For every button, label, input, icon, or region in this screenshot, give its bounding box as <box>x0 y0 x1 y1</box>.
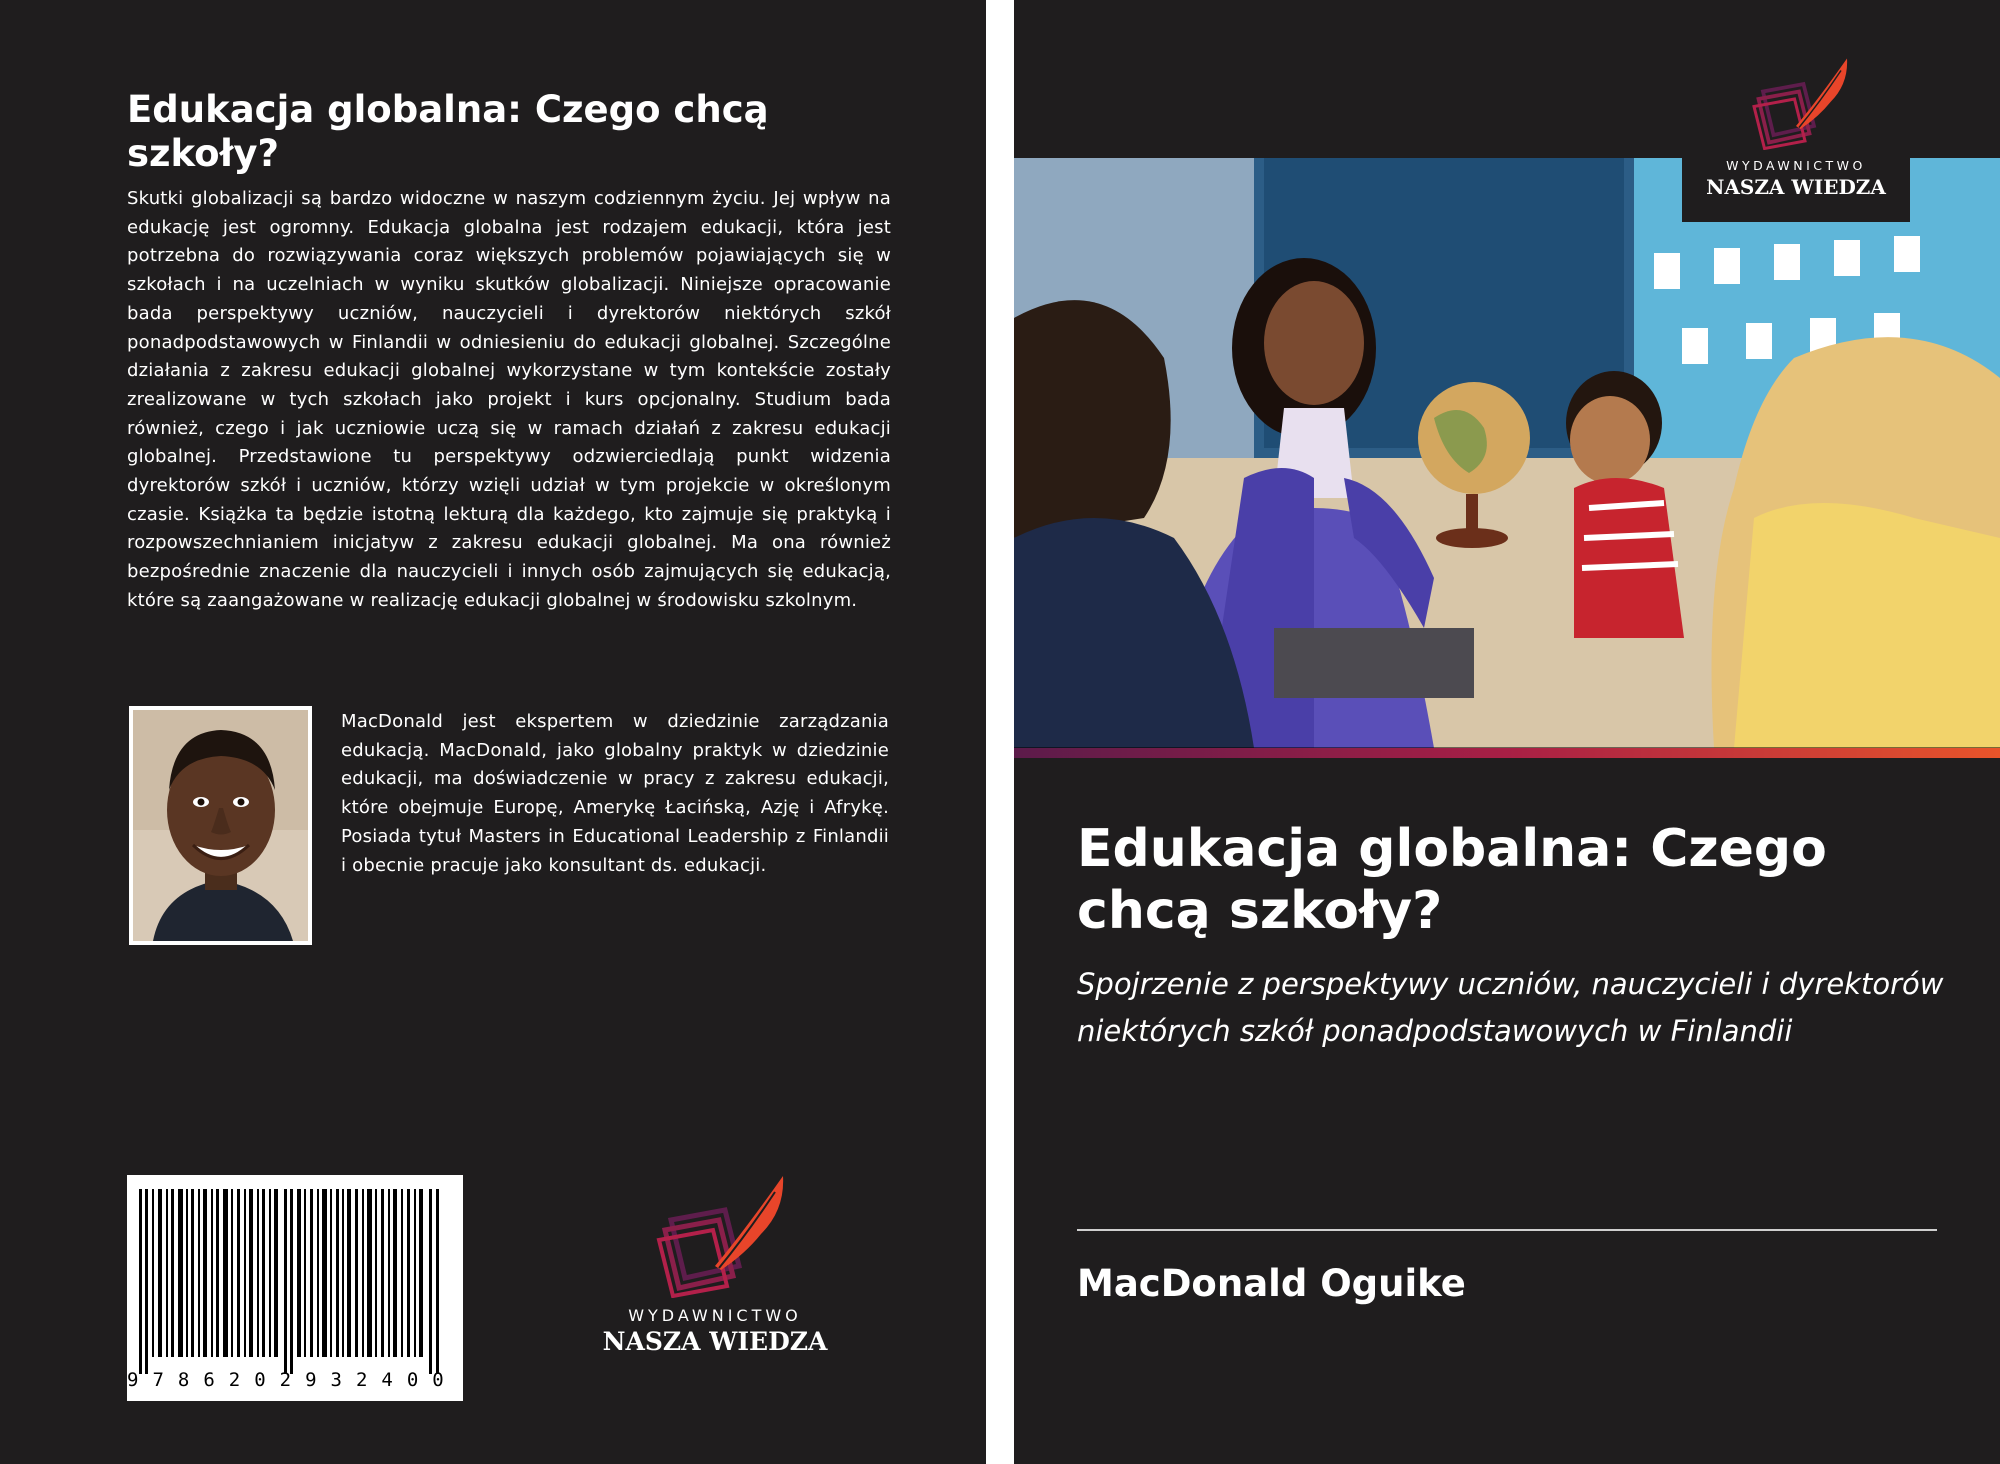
back-cover-description: Skutki globalizacji są bardzo widoczne w naszym codziennym życiu. Jej wpływ na edukację jest ogromny. Edukacja globalna jest rodzajem edukacji, która jest potrzebna do rozwiązywania coraz większych problemów pojawiających się w szkołach i na uczelniach w wyniku skutków globalizacji. Niniejsze opracowanie bada perspektywy uczniów, nauczycieli i dyrektorów niektórych szkół ponadpodstawowych w Finlandii w odniesieniu do edukacji globalnej. Szczególne działania z zakresu edukacji globalnej wykorzystane w tym kontekście zostały zrealizowane w tych szkołach jako projekt i kurs opcjonalny. Studium bada również, czego i jak uczniowie uczą się w ramach działań z zakresu edukacji globalnej. Przedstawione tu perspektywy odzwierciedlają punkt widzenia dyrektorów szkół i uczniów, którzy wzięli udział w tym projekcie w określonym czasie. Książka ta będzie istotną lekturą dla każdego, kto zajmuje się praktyką i rozpowszechnianiem inicjatyw z zakresu edukacji globalnej. Ma ona również bezpośrednie znaczenie dla nauczycieli i innych osób zajmujących się edukacją, które są zaangażowane w realizację edukacji globalnej w środowisku szkolnym. <box>127 188 891 611</box>
publisher-name: NASZA WIEDZA <box>1706 175 1886 199</box>
author-portrait-image <box>133 710 308 941</box>
isbn-digits: 9786202932400 <box>127 1369 458 1391</box>
author-photo <box>129 706 312 945</box>
quill-book-icon <box>635 1170 795 1298</box>
barcode-bars <box>127 1175 463 1401</box>
front-cover-subtitle: Spojrzenie z perspektywy uczniów, nauczycieli i dyrektorów niektórych szkół ponadpodstawowych w Finlandii <box>1077 967 1944 1048</box>
cover-photo-classroom <box>1014 158 2000 748</box>
isbn-barcode <box>127 1175 463 1401</box>
front-cover <box>1014 0 2000 1464</box>
book-spine <box>986 0 1014 1464</box>
author-bio: MacDonald jest ekspertem w dziedzinie zarządzania edukacją. MacDonald, jako globalny praktyk w dziedzinie edukacji, ma doświadczenie w pracy z zakresu edukacji, które obejmuje Europę, Amerykę Łacińską, Azję i Afrykę. Posiada tytuł Masters in Educational Leadership z Finlandii i obecnie pracuje jako konsultant ds. edukacji. <box>341 711 889 876</box>
classroom-scene-image <box>1014 158 2000 748</box>
front-publisher-logo <box>1682 54 1910 199</box>
front-publisher-logo-box <box>1682 48 1910 222</box>
title-divider <box>1077 1229 1937 1231</box>
publisher-name: NASZA WIEDZA <box>602 1327 828 1356</box>
publisher-small-text: WYDAWNICTWO <box>628 1306 802 1325</box>
accent-gradient-bar <box>1014 748 2000 758</box>
back-cover <box>0 0 986 1464</box>
back-cover-title: Edukacja globalna: Czego chcą szkoły? <box>127 88 769 175</box>
back-publisher-logo <box>580 1170 850 1356</box>
front-cover-author: MacDonald Oguike <box>1077 1262 1466 1305</box>
publisher-small-text: WYDAWNICTWO <box>1726 158 1866 173</box>
front-cover-title: Edukacja globalna: Czego chcą szkoły? <box>1077 819 1827 941</box>
quill-book-icon <box>1736 54 1856 150</box>
